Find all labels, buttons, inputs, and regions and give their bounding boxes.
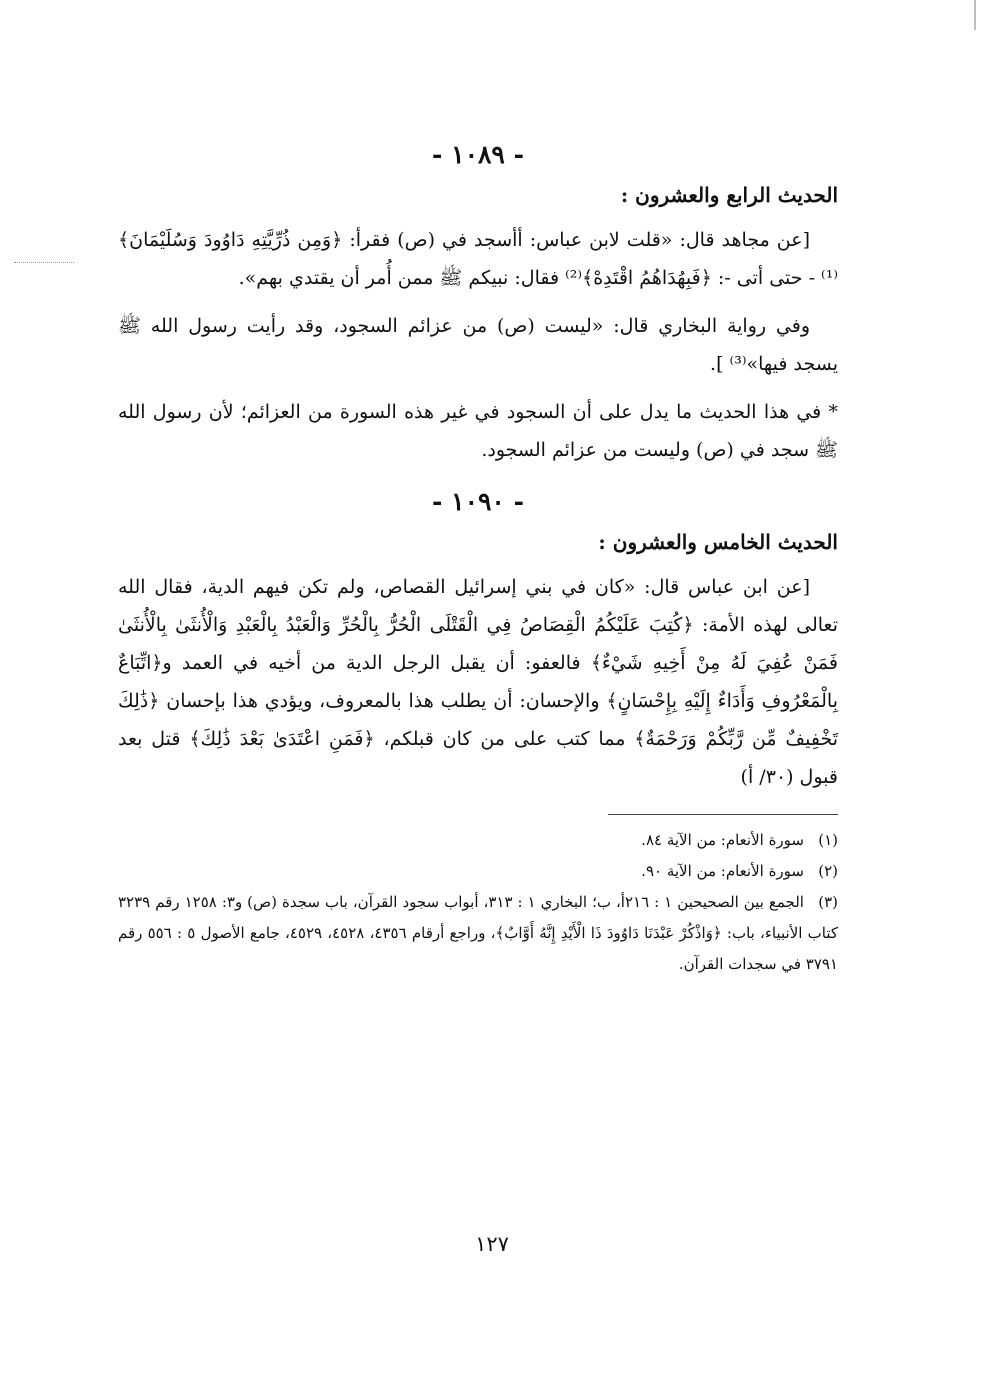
hadith-number-1089: - ١٠٨٩ -: [432, 140, 524, 169]
hadith-text-bukhari-narration: وفي رواية البخاري قال: «ليست (ص) من عزائم السجود، وقد رأيت رسول الله ﷺ يسجد فيها»⁽³⁾ ].: [118, 315, 838, 375]
hadith-number-1090: - ١٠٩٠ -: [432, 487, 524, 516]
hadith-heading-25: الحديث الخامس والعشرون :: [598, 530, 838, 554]
hadith-heading-24: الحديث الرابع والعشرون :: [620, 183, 838, 207]
footnote-3: [118, 887, 838, 980]
hadith-commentary-note: * في هذا الحديث ما يدل على أن السجود في غير هذه السورة من العزائم؛ لأن رسول الله ﷺ سجد في (ص) وليست من عزائم السجود.: [118, 401, 838, 461]
hadith-text-ibn-abbas: [عن ابن عباس قال: «كان في بني إسرائيل القصاص، ولم تكن فيهم الدية، فقال الله تعالى لهذه الأمة: ﴿كُتِبَ عَلَيْكُمُ الْقِصَاصُ فِي الْقَتْلَى الْحُرُّ بِالْحُرِّ وَالْعَبْدُ بِالْعَبْدِ وَالْأُنثَىٰ بِالْأُنثَىٰ فَمَنْ عُفِيَ لَهُ مِنْ أَخِيهِ شَيْءٌ﴾ فالعفو: أن يقبل الرجل الدية من أخيه في العمد و﴿اتِّبَاعٌ بِالْمَعْرُوفِ وَأَدَاءٌ إِلَيْهِ بِإِحْسَانٍ﴾ والإحسان: أن يطلب هذا بالمعروف، ويؤدي هذا بإحسان ﴿ذَٰلِكَ تَخْفِيفٌ مِّن رَّبِّكُمْ وَرَحْمَةٌ﴾ مما كتب على من كان قبلكم، ﴿فَمَنِ اعْتَدَىٰ بَعْدَ ذَٰلِكَ﴾ قتل بعد قبول (٣٠/ أ): [118, 576, 838, 788]
footnote-number: (١): [818, 831, 838, 849]
scan-edge-mark: [974, 0, 976, 30]
hadith-text-mujahid: [عن مجاهد قال: «قلت لابن عباس: أأسجد في (ص) فقرأ: ﴿وَمِن ذُرِّيَّتِهِ دَاوُودَ وَسُلَيْمَانَ﴾⁽¹⁾ - حتى أتى -: ﴿فَبِهُدَاهُمُ اقْتَدِهْ﴾⁽²⁾ فقال: نبيكم ﷺ ممن أُمر أن يقتدي بهم».: [118, 229, 838, 289]
footnote-text: سورة الأنعام: من الآية ٨٤.: [641, 831, 804, 849]
footnote-divider: [608, 814, 838, 815]
footnote-1: [118, 825, 838, 856]
document-page: [118, 140, 838, 980]
footnote-number: (٢): [818, 862, 838, 880]
footnote-text: الجمع بين الصحيحين ١ : ٢١٦أ، ب؛ البخاري ١ : ٣١٣، أبواب سجود القرآن، باب سجدة (ص) و٣: ١٢٥٨ رقم ٣٢٣٩ كتاب الأنبياء، باب: ﴿وَاذْكُرْ عَبْدَنَا دَاوُودَ ذَا الْأَيْدِ إِنَّهُ أَوَّابٌ﴾، وراجع أرقام ٤٣٥٦، ٤٥٢٨، ٤٥٢٩، جامع الأصول ٥ : ٥٥٦ رقم ٣٧٩١ في سجدات القرآن.: [118, 893, 839, 973]
footnote-number: (٣): [818, 893, 838, 911]
footnote-2: [118, 856, 838, 887]
scan-dust-mark: [14, 262, 74, 263]
footnotes: [118, 825, 838, 980]
page-number: ١٢٧: [475, 1232, 509, 1256]
footnote-text: سورة الأنعام: من الآية ٩٠.: [641, 862, 804, 880]
